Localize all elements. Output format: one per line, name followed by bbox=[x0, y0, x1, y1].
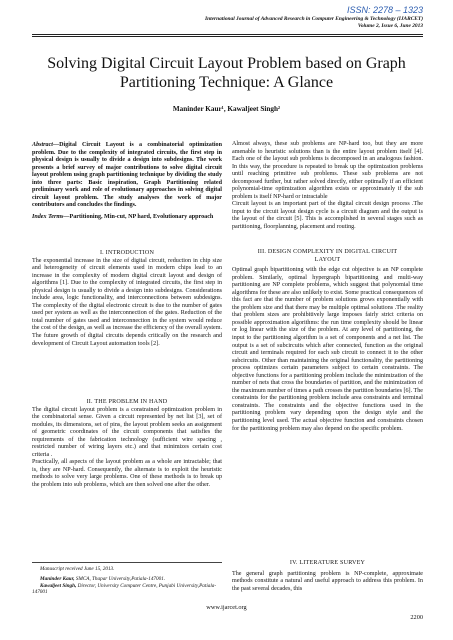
section-paragraph: Circuit layout is an important part of the digital circuit design process .The input to the circuit layout design cycle is a circuit diagram and the output is the layout of the circuit [5]. This is accomplished in several stages such as partitioning, floorplanning, placement and routing. bbox=[232, 201, 423, 231]
paper-authors: Maninder Kaur¹, Kawaljeet Singh² bbox=[172, 105, 281, 113]
section-heading: IV. LITERATURE SURVEY bbox=[289, 560, 366, 566]
footnote-author2: Kawaljeet Singh, Director, University Computer Centre, Punjabi University,Patiala-147001 bbox=[32, 582, 217, 596]
section-design-complexity bbox=[232, 249, 423, 433]
footnote-author1: Maninder Kaur, SMCA, Thapar University,Patiala-147001. bbox=[40, 576, 166, 583]
journal-header bbox=[0, 16, 423, 30]
section-problem bbox=[32, 399, 222, 490]
page-number: 2200 bbox=[410, 614, 423, 621]
index-terms-label: Index Terms— bbox=[32, 214, 70, 220]
section-paragraph: The digital circuit layout problem is a constrained optimization problem in the combinatorial sense. Given a circuit represented by net list [3], set of modules, its dimensions, set of pins, the layout problem seeks an assignment of geometric coordinates of the circuit components that satisfies the requirements of the fabrication technology (sufficient wire spacing , restricted number of wiring layers etc.) and that minimizes certain cost criteria . bbox=[32, 406, 222, 458]
abstract-text: Digital Circuit Layout is a combinatorial optimization problem. Due to the complexity of integrated circuits, the first step in physical design is usually to divide a design into subdesigns. The work presents a brief survey of major contributions to solve digital circuit layout problem using graph partitioning technique by dividing the study into three parts: Basic inspiration, Graph Partitioning related preliminary work and role of evolutionary approaches in solving digital circuit layout problem. The study analyses the work of major contributors and concludes the findings. bbox=[32, 142, 222, 209]
index-terms bbox=[32, 214, 222, 222]
issn-label: ISSN: 2278 – 1323 bbox=[346, 5, 423, 15]
paper-title: Solving Digital Circuit Layout Problem based on Graph Partitioning Technique: A Glance bbox=[47, 55, 406, 91]
section-paragraph: Practically, all aspects of the layout problem as a whole are intractable; that is, they are NP-hard. Consequently, the alternate is to exploit the heuristic methods to solve very large problems. One of these methods is to break up the problem into sub problems, which are then solved one after the other. bbox=[32, 459, 222, 489]
section-introduction bbox=[32, 250, 222, 348]
abstract bbox=[32, 142, 222, 210]
abstract-label: Abstract— bbox=[32, 142, 60, 148]
section-heading: II. THE PROBLEM IN HAND bbox=[86, 399, 168, 405]
header-rule-top bbox=[32, 34, 423, 35]
footer-site: www.ijarcet.org bbox=[206, 604, 247, 611]
section-paragraph: Optimal graph bipartitioning with the edge cut objective is an NP complete problem. Similarly, optimal hypergraph bipartitioning and multi-way partitioning are NP complete problems, which suggest that polynomial time algorithms for these are also unlikely to exist. Some practical consequences of this fact are that the number of problem solutions grows exponentially with the problem size and that there may be multiple optimal solutions .The reality that problem sizes are prohibitively large imposes fairly strict criteria on possible approximation algorithms: the run time complexity should be linear or log linear with the size of the problem. At any level of partitioning, the input to the partitioning algorithm is a set of components and a net list. The output is a set of subcircuits which after connected, function as the original circuit and terminals required for each sub circuit to connect it to the other subcircuits. Other than maintaining the original functionality, the partitioning process optimizes certain parameters subject to certain constraints. The objective functions for a partitioning problem include the minimization of the number of nets that cross the boundaries of partition, and the minimization of the maximum number of times a path crosses the partition boundaries [6]. The constraints for the partitioning problem include area constraints and terminal constraints. The constraints and the objective functions used in the partitioning problem vary depending upon the design style and the partitioning level used. The actual objective function and constraints chosen for the partitioning problem may also depend on the specific problem. bbox=[232, 267, 423, 432]
section-paragraph: Almost always, these sub problems are NP-hard too, but they are more amenable to heuristic solutions than is the entire layout problem itself [4]. Each one of the layout sub problems is decomposed in an analogous fashion. In this way, the procedure is repeated to break up the optimization problems until reaching primitive sub problems. These sub problems are not decomposed further, but rather solved directly, either optimally if an efficient polynomial-time optimization algorithm exists or approximately if the sub problem is itself NP-hard or intractable bbox=[232, 141, 423, 200]
journal-name: International Journal of Advanced Research in Computer Engineering & Technology (IJARCET) bbox=[205, 16, 423, 22]
index-terms-text: Partitioning, Min-cut, NP hard, Evolutionary approach bbox=[69, 214, 214, 220]
journal-volume: Volume 2, Issue 6, June 2013 bbox=[357, 23, 423, 29]
footnote-received: Manuscript received June 15, 2013. bbox=[40, 566, 115, 572]
footnote-rule bbox=[32, 562, 222, 563]
section-paragraph: The general graph partitioning problem is NP-complete, approximate methods constitute a natural and useful approach to address this problem. In the past several decades, this bbox=[232, 570, 423, 592]
section-heading: I. INTRODUCTION bbox=[99, 250, 155, 256]
section-heading-cont: LAYOUT bbox=[314, 256, 341, 263]
right-column-intro bbox=[232, 141, 423, 232]
section-literature-survey bbox=[232, 560, 423, 593]
section-paragraph: The exponential increase in the size of digital circuit, reduction in chip size and heterogeneity of circuit elements used in modern chips lead to an increase in the complexity of modern digital circuit layout and design of algorithms [1]. Due to the complexity of integrated circuits, the first step in physical design is usually to divide a design into subdesigns. Considerations include area, logic functionality, and interconnections between subdesigns. The complexity of the digital electronic circuit is due to the number of gates used per system as well as the interconnection of the gates. Reduction of the total number of gates used and interconnection in the system would reduce the cost of the design, as well as increase the efficiency of the overall system. The future growth of digital circuits depends critically on the research and development of Circuit Layout automation tools [2]. bbox=[32, 257, 222, 347]
header-rule-bottom bbox=[32, 36, 423, 37]
section-heading: III. DESIGN COMPLEXITY IN DIGITAL CIRCUIT bbox=[257, 249, 398, 255]
footnote bbox=[32, 566, 222, 596]
